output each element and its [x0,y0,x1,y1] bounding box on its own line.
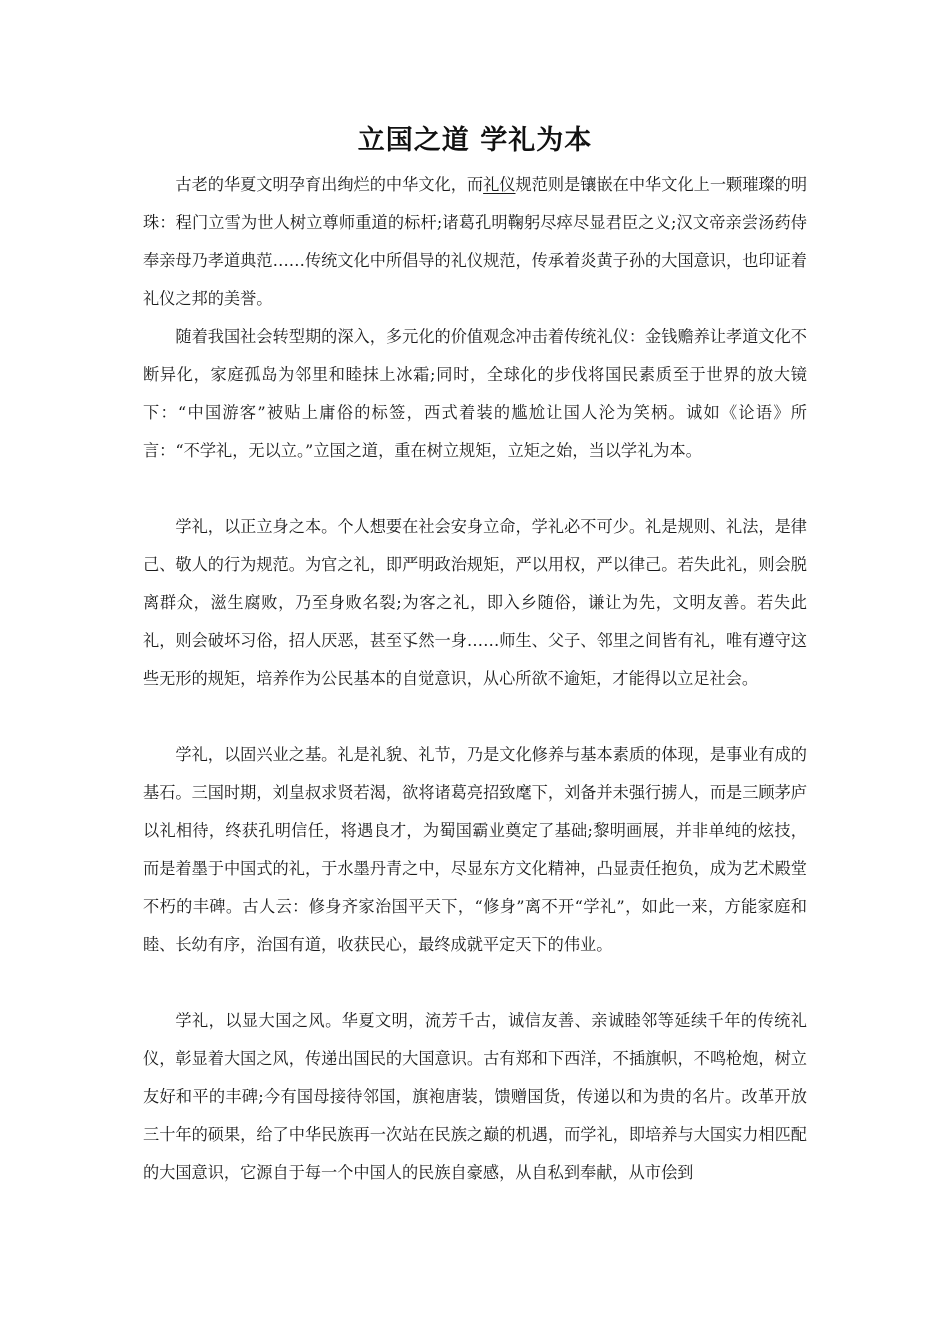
liyi-link[interactable]: 礼仪 [483,175,516,194]
paragraph-intro [143,166,807,318]
paragraph-text: 古老的华夏文明孕育出绚烂的中华文化，而 [175,175,484,194]
paragraph-self-cultivation: 学礼，以正立身之本。个人想要在社会安身立命，学礼必不可少。礼是规则、礼法，是律己、敬人的行为规范。为官之礼，即严明政治规矩，严以用权，严以律己。若失此礼，则会脱离群众，滋生腐败，乃至身败名裂;为客之礼，即入乡随俗，谦让为先，文明友善。若失此礼，则会破坏习俗，招人厌恶，甚至孓然一身……师生、父子、邻里之间皆有礼，唯有遵守这些无形的规矩，培养作为公民基本的自觉意识，从心所欲不逾矩，才能得以立足社会。 [143,517,807,688]
paragraph-text: 规范则是镶嵌在中华文化上一颗璀璨的明珠：程门立雪为世人树立尊师重道的标杆;诸葛孔明鞠躬尽瘁尽显君臣之义;汉文帝亲尝汤药侍奉亲母乃孝道典范……传统文化中所倡导的礼仪规范，传承着炎黄子孙的大国意识，也印证着礼仪之邦的美誉。 [143,175,808,308]
paragraph-career: 学礼，以固兴业之基。礼是礼貌、礼节，乃是文化修养与基本素质的体现，是事业有成的基石。三国时期，刘皇叔求贤若渴，欲将诸葛亮招致麾下，刘备并未强行掳人，而是三顾茅庐以礼相待，终获孔明信任，将遇良才，为蜀国霸业奠定了基础;黎明画展，并非单纯的炫技，而是着墨于中国式的礼，于水墨丹青之中，尽显东方文化精神，凸显责任抱负，成为艺术殿堂不朽的丰碑。古人云：修身齐家治国平天下，“修身”离不开“学礼”，如此一来，方能家庭和睦、长幼有序，治国有道，收获民心，最终成就平定天下的伟业。 [143,745,807,954]
article-body [143,166,807,1192]
paragraph-national-style: 学礼，以显大国之风。华夏文明，流芳千古，诚信友善、亲诚睦邻等延续千年的传统礼仪，彰显着大国之风，传递出国民的大国意识。古有郑和下西洋，不插旗帜，不鸣枪炮，树立友好和平的丰碑;今有国母接待邻国，旗袍唐装，馈赠国货，传递以和为贵的名片。改革开放三十年的硕果，给了中华民族再一次站在民族之巅的机遇，而学礼，即培养与大国实力相匹配的大国意识，它源自于每一个中国人的民族自豪感，从自私到奉献，从市侩到 [143,1011,807,1182]
paragraph-context: 随着我国社会转型期的深入，多元化的价值观念冲击着传统礼仪：金钱赡养让孝道文化不断异化，家庭孤岛为邻里和睦抹上冰霜;同时，全球化的步伐将国民素质至于世界的放大镜下：“中国游客”被贴上庸俗的标签，西式着装的尴尬让国人沦为笑柄。诚如《论语》所言：“不学礼，无以立。”立国之道，重在树立规矩，立矩之始，当以学礼为本。 [143,327,807,460]
page-title: 立国之道 学礼为本 [357,125,593,156]
